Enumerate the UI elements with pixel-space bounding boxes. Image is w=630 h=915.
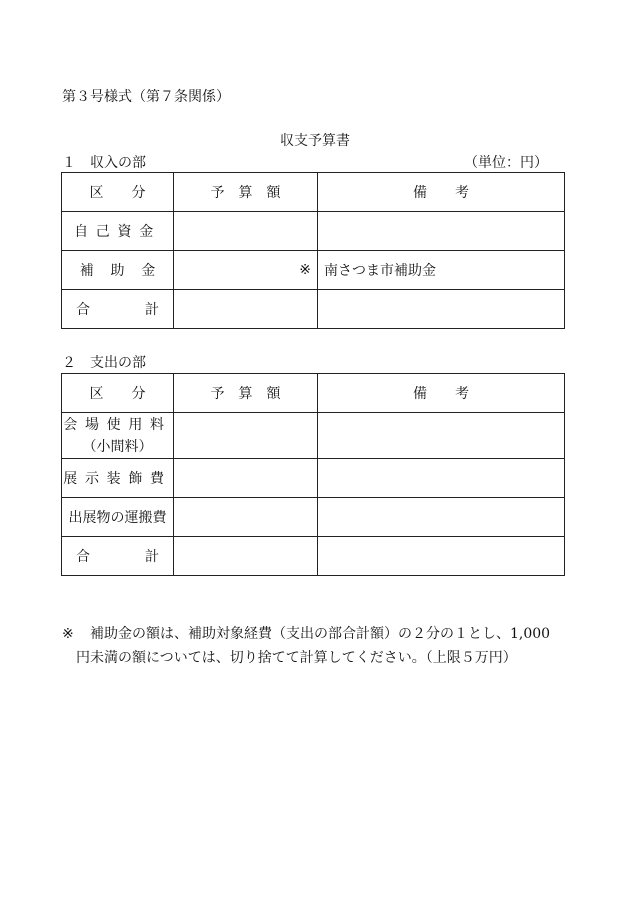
income-header-row bbox=[62, 173, 565, 212]
form-number: 第３号様式（第７条関係） bbox=[62, 89, 230, 105]
expense-total-label bbox=[62, 546, 173, 566]
table-row bbox=[62, 537, 565, 576]
table-row bbox=[62, 251, 565, 290]
expense-col-note: 備 考 bbox=[318, 374, 565, 413]
expense-category-cell bbox=[62, 413, 174, 459]
table-row bbox=[62, 459, 565, 498]
expense-amount-cell[interactable] bbox=[174, 459, 318, 498]
expense-note-cell[interactable] bbox=[318, 459, 565, 498]
footnote-mark: ※ bbox=[62, 626, 74, 642]
income-amount-cell[interactable] bbox=[174, 212, 318, 251]
expense-note-cell[interactable] bbox=[318, 498, 565, 537]
income-note-cell[interactable] bbox=[318, 290, 565, 329]
expense-category-cell: 出展物の運搬費 bbox=[62, 498, 174, 537]
expense-table bbox=[61, 373, 565, 576]
expense-category-cell: 展示装飾費 bbox=[62, 459, 174, 498]
table-row bbox=[62, 413, 565, 459]
expense-note-cell[interactable] bbox=[318, 537, 565, 576]
table-row bbox=[62, 498, 565, 537]
total-char-1: 合 bbox=[76, 549, 90, 565]
income-amount-cell[interactable]: ※ bbox=[174, 251, 318, 290]
expense-category-main: 会場使用料 bbox=[63, 416, 172, 433]
expense-amount-cell[interactable] bbox=[174, 537, 318, 576]
income-section-heading: １ 収入の部 bbox=[62, 155, 146, 171]
total-char-2: 計 bbox=[145, 549, 159, 565]
income-col-category: 区 分 bbox=[62, 173, 174, 212]
income-note-cell[interactable] bbox=[318, 212, 565, 251]
footnote-line-1: 補助金の額は、補助対象経費（支出の部合計額）の２分の１とし、1,000 bbox=[90, 626, 551, 642]
footnote-line-2: 円未満の額については、切り捨てて計算してください。（上限５万円） bbox=[76, 650, 517, 666]
expense-amount-cell[interactable] bbox=[174, 498, 318, 537]
expense-section-heading: ２ 支出の部 bbox=[62, 355, 146, 371]
income-note-cell[interactable]: 南さつま市補助金 bbox=[318, 251, 565, 290]
income-col-note: 備 考 bbox=[318, 173, 565, 212]
income-total-label bbox=[62, 299, 173, 319]
footnote bbox=[62, 622, 582, 670]
expense-col-category: 区 分 bbox=[62, 374, 174, 413]
total-char-1: 合 bbox=[76, 302, 90, 318]
income-amount-cell[interactable] bbox=[174, 290, 318, 329]
table-row bbox=[62, 212, 565, 251]
income-col-amount: 予 算 額 bbox=[174, 173, 318, 212]
income-category-cell bbox=[62, 290, 174, 329]
unit-label: （単位：円） bbox=[464, 155, 548, 171]
expense-category-cell bbox=[62, 537, 174, 576]
document-title: 収支予算書 bbox=[280, 133, 350, 149]
income-category-cell: 補助金 bbox=[62, 251, 174, 290]
expense-header-row bbox=[62, 374, 565, 413]
table-row bbox=[62, 290, 565, 329]
income-table bbox=[61, 172, 565, 329]
expense-category-sub: （小間料） bbox=[82, 438, 153, 455]
expense-col-amount: 予 算 額 bbox=[174, 374, 318, 413]
expense-amount-cell[interactable] bbox=[174, 413, 318, 459]
income-category-cell: 自己資金 bbox=[62, 212, 174, 251]
total-char-2: 計 bbox=[145, 302, 159, 318]
expense-note-cell[interactable] bbox=[318, 413, 565, 459]
